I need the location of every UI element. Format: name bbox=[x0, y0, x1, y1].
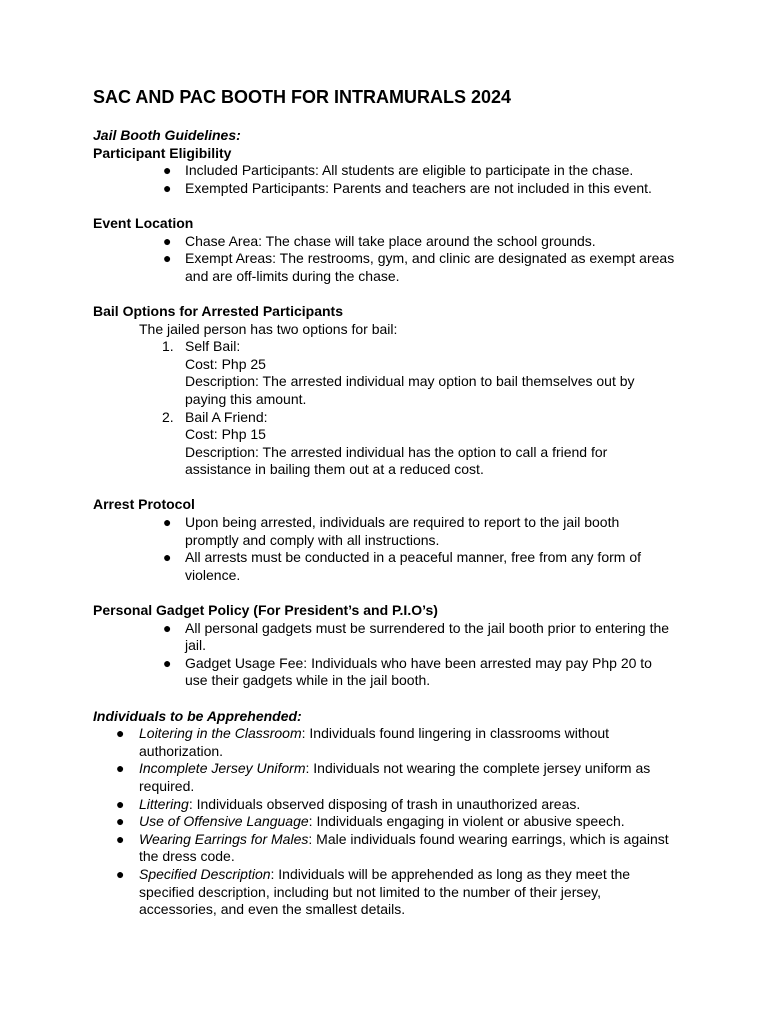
list-item: ● All arrests must be conducted in a peaceful manner, free from any form of violence. bbox=[163, 549, 641, 583]
bullet-icon: ● bbox=[116, 795, 125, 812]
location-list bbox=[93, 233, 675, 286]
bullet-icon: ● bbox=[163, 179, 172, 196]
list-item: ● All personal gadgets must be surrendered to the jail booth prior to entering the jail. bbox=[163, 619, 670, 654]
eligibility-list bbox=[93, 162, 675, 197]
bullet-icon: ● bbox=[116, 865, 125, 882]
list-item: ● Gadget Usage Fee: Individuals who have been arrested may pay Php 20 to use their gadgets while in the jail booth. bbox=[163, 654, 652, 689]
list-number: 2. bbox=[162, 408, 174, 425]
bullet-icon: ● bbox=[116, 760, 125, 777]
list-item: ● Use of Offensive Language: Individuals engaging in violent or abusive speech. bbox=[116, 813, 625, 830]
bullet-icon: ● bbox=[163, 514, 172, 531]
list-item: ● Included Participants: All students are eligible to participate in the chase. bbox=[163, 162, 634, 179]
apprehend-list bbox=[93, 725, 675, 919]
bail-heading: Bail Options for Arrested Participants bbox=[93, 302, 343, 319]
list-item: ● Exempted Participants: Parents and teachers are not included in this event. bbox=[163, 179, 652, 196]
bullet-icon: ● bbox=[163, 619, 172, 636]
arrest-list bbox=[93, 514, 675, 584]
guidelines-subtitle: Jail Booth Guidelines: bbox=[93, 127, 241, 143]
list-item: ● Incomplete Jersey Uniform: Individuals not wearing the complete jersey uniform as required. bbox=[116, 760, 651, 794]
list-item: ● Upon being arrested, individuals are required to report to the jail booth promptly and comply with all instructions. bbox=[163, 514, 620, 548]
list-item: ● Chase Area: The chase will take place around the school grounds. bbox=[163, 232, 596, 249]
bail-option bbox=[93, 409, 675, 479]
eligibility-heading: Participant Eligibility bbox=[93, 144, 232, 161]
bullet-icon: ● bbox=[116, 725, 125, 742]
bail-option-cost: Cost: Php 15 bbox=[185, 426, 266, 443]
apprehend-heading: Individuals to be Apprehended: bbox=[93, 707, 302, 724]
bail-option-name: Self Bail: bbox=[185, 338, 241, 355]
bail-option-cost: Cost: Php 25 bbox=[185, 355, 266, 372]
gadget-list bbox=[93, 620, 675, 690]
bail-option-desc: Description: The arrested individual may option to bail themselves out by paying this amount. bbox=[185, 373, 635, 407]
list-item: ● Loitering in the Classroom: Individuals found lingering in classrooms without authorization. bbox=[116, 725, 610, 759]
bail-intro: The jailed person has two options for bail: bbox=[139, 320, 398, 337]
bail-option-name: Bail A Friend: bbox=[185, 408, 268, 425]
bullet-icon: ● bbox=[163, 549, 172, 566]
arrest-heading: Arrest Protocol bbox=[93, 496, 195, 513]
page-title: SAC AND PAC BOOTH FOR INTRAMURALS 2024 bbox=[93, 87, 512, 107]
bullet-icon: ● bbox=[163, 162, 172, 179]
bullet-icon: ● bbox=[116, 830, 125, 847]
bail-options-list bbox=[93, 338, 675, 479]
list-number: 1. bbox=[162, 338, 174, 355]
gadget-heading: Personal Gadget Policy (For President’s and P.I.O’s) bbox=[93, 602, 438, 619]
bullet-icon: ● bbox=[163, 250, 172, 267]
list-item: ● Littering: Individuals observed disposing of trash in unauthorized areas. bbox=[116, 795, 581, 812]
bullet-icon: ● bbox=[116, 813, 125, 830]
bail-option-desc: Description: The arrested individual has the option to call a friend for assistance in bailing them out at a reduced cost. bbox=[185, 443, 608, 478]
list-item: ● Wearing Earrings for Males: Male individuals found wearing earrings, which is against the dress code. bbox=[116, 830, 669, 865]
list-item: ● Exempt Areas: The restrooms, gym, and clinic are designated as exempt areas and are off-limits during the chase. bbox=[163, 250, 675, 284]
bullet-icon: ● bbox=[163, 232, 172, 249]
bail-option bbox=[93, 338, 675, 408]
bullet-icon: ● bbox=[163, 654, 172, 671]
location-heading: Event Location bbox=[93, 214, 194, 231]
list-item: ● Specified Description: Individuals will be apprehended as long as they meet the specified description, including but not limited to the number of their jersey, accessories, and even the smallest details. bbox=[116, 865, 631, 918]
